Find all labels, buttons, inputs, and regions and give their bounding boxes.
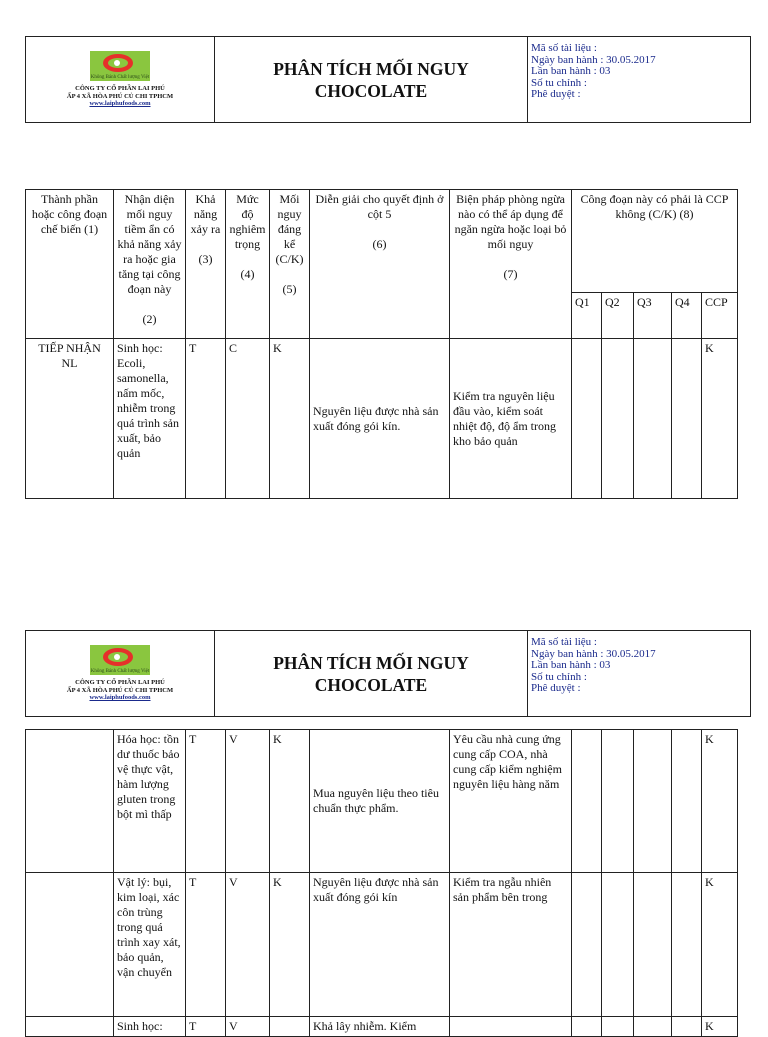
cell-stage — [26, 873, 114, 1017]
table-row — [26, 1017, 738, 1037]
col-header-hazard: Nhận diện mối nguy tiềm ẩn có khả năng xảy ra hoặc gia tăng tại công đoạn này (2) — [114, 190, 186, 339]
cell-q2 — [602, 730, 634, 873]
cell-q4 — [672, 730, 702, 873]
cell-significant: K — [270, 339, 310, 499]
company-logo: Không Bánh Chất lượng Việt — [90, 645, 150, 675]
document-title: PHÂN TÍCH MỐI NGUY CHOCOLATE — [215, 37, 528, 122]
col-header-justification: Diễn giải cho quyết định ở cột 5 (6) — [310, 190, 450, 339]
table-row — [26, 339, 738, 499]
company-name: CÔNG TY CỔ PHẦN LAI PHÚ — [75, 85, 165, 92]
issue-no: Lần ban hành : 03 — [531, 65, 611, 77]
cell-q1 — [572, 873, 602, 1017]
cell-significant — [270, 1017, 310, 1037]
cell-q1 — [572, 339, 602, 499]
company-address: ẤP 4 XÃ HÒA PHÚ CỦ CHI TPHCM — [66, 686, 174, 694]
col-header-significant: Mối nguy đáng kể (C/K) (5) — [270, 190, 310, 339]
cell-control: Kiểm tra nguyên liệu đầu vào, kiểm soát nhiệt độ, độ ẩm trong kho bảo quản — [450, 339, 572, 499]
cell-severity: V — [226, 730, 270, 873]
company-block — [26, 37, 215, 122]
cell-control: Yêu cầu nhà cung ứng cung cấp COA, nhà cung cấp kiểm nghiệm nguyên liệu hàng năm — [450, 730, 572, 873]
document-header — [25, 36, 751, 123]
document-meta — [528, 37, 750, 122]
col-header-control: Biện pháp phòng ngừa nào có thể áp dụng để ngăn ngừa hoặc loại bỏ mối nguy (7) — [450, 190, 572, 339]
col-header-q4: Q4 — [672, 293, 702, 339]
cell-likelihood: T — [186, 1017, 226, 1037]
col-header-severity: Mức độ nghiêm trọng (4) — [226, 190, 270, 339]
issue-no: Lần ban hành : 03 — [531, 659, 611, 671]
cell-stage — [26, 730, 114, 873]
revision: Số tu chỉnh : — [531, 670, 587, 683]
doc-code: Mã số tài liệu : — [531, 636, 597, 648]
cell-stage — [26, 1017, 114, 1037]
cell-likelihood: T — [186, 339, 226, 499]
cell-q3 — [634, 339, 672, 499]
document-meta — [528, 631, 750, 716]
cell-q3 — [634, 730, 672, 873]
cell-control — [450, 1017, 572, 1037]
cell-hazard: Sinh học: Ecoli, samonella, nấm mốc, nhiễm trong quá trình sản xuất, bảo quản — [114, 339, 186, 499]
company-block — [26, 631, 215, 716]
table-row — [26, 873, 738, 1017]
issue-date: Ngày ban hành : 30.05.2017 — [531, 53, 656, 66]
cell-q1 — [572, 730, 602, 873]
document-header-page2 — [25, 630, 751, 717]
cell-justification: Nguyên liệu được nhà sản xuất đóng gói kín. — [310, 339, 450, 499]
cell-q4 — [672, 339, 702, 499]
cell-ccp: K — [702, 1017, 738, 1037]
cell-hazard: Sinh học: — [114, 1017, 186, 1037]
col-header-q3: Q3 — [634, 293, 672, 339]
company-website-link[interactable]: www.laiphufoods.com — [89, 694, 151, 701]
col-header-stage: Thành phần hoặc công đoạn chế biến (1) — [26, 190, 114, 339]
cell-ccp: K — [702, 339, 738, 499]
cell-hazard: Vật lý: bụi, kim loại, xác côn trùng trong quá trình xay xát, bảo quản, vận chuyển — [114, 873, 186, 1017]
cell-justification: Khả lây nhiễm. Kiểm — [310, 1017, 450, 1037]
hazard-analysis-table — [25, 189, 738, 499]
hazard-analysis-table-page2 — [25, 729, 738, 1037]
cell-stage: TIẾP NHẬN NL — [26, 339, 114, 499]
cell-ccp: K — [702, 873, 738, 1017]
cell-severity: V — [226, 873, 270, 1017]
cell-q4 — [672, 1017, 702, 1037]
cell-ccp: K — [702, 730, 738, 873]
company-name: CÔNG TY CỔ PHẦN LAI PHÚ — [75, 679, 165, 686]
cell-justification: Mua nguyên liệu theo tiêu chuẩn thực phẩm. — [310, 730, 450, 873]
doc-code: Mã số tài liệu : — [531, 42, 597, 54]
col-header-q1: Q1 — [572, 293, 602, 339]
approval: Phê duyệt : — [531, 682, 581, 694]
cell-q4 — [672, 873, 702, 1017]
col-header-likelihood: Khả năng xảy ra (3) — [186, 190, 226, 339]
cell-q3 — [634, 1017, 672, 1037]
cell-likelihood: T — [186, 730, 226, 873]
company-address: ẤP 4 XÃ HÒA PHÚ CỦ CHI TPHCM — [66, 92, 174, 100]
table-row — [26, 730, 738, 873]
cell-q2 — [602, 1017, 634, 1037]
document-title: PHÂN TÍCH MỐI NGUY CHOCOLATE — [215, 631, 528, 716]
revision: Số tu chỉnh : — [531, 76, 587, 89]
col-header-q2: Q2 — [602, 293, 634, 339]
col-header-ccp-group: Công đoạn này có phải là CCP không (C/K) (8) — [572, 190, 738, 293]
cell-q3 — [634, 873, 672, 1017]
company-logo: Không Bánh Chất lượng Việt — [90, 51, 150, 81]
cell-justification: Nguyên liệu được nhà sản xuất đóng gói kín — [310, 873, 450, 1017]
cell-severity: V — [226, 1017, 270, 1037]
issue-date: Ngày ban hành : 30.05.2017 — [531, 647, 656, 660]
cell-significant: K — [270, 730, 310, 873]
cell-likelihood: T — [186, 873, 226, 1017]
company-website-link[interactable]: www.laiphufoods.com — [89, 100, 151, 107]
cell-severity: C — [226, 339, 270, 499]
cell-hazard: Hóa học: tồn dư thuốc bảo vệ thực vật, hàm lượng gluten trong bột mì thấp — [114, 730, 186, 873]
cell-control: Kiểm tra ngẫu nhiên sản phẩm bên trong — [450, 873, 572, 1017]
cell-q2 — [602, 873, 634, 1017]
cell-significant: K — [270, 873, 310, 1017]
cell-q2 — [602, 339, 634, 499]
col-header-ccp: CCP — [702, 293, 738, 339]
cell-q1 — [572, 1017, 602, 1037]
approval: Phê duyệt : — [531, 88, 581, 100]
